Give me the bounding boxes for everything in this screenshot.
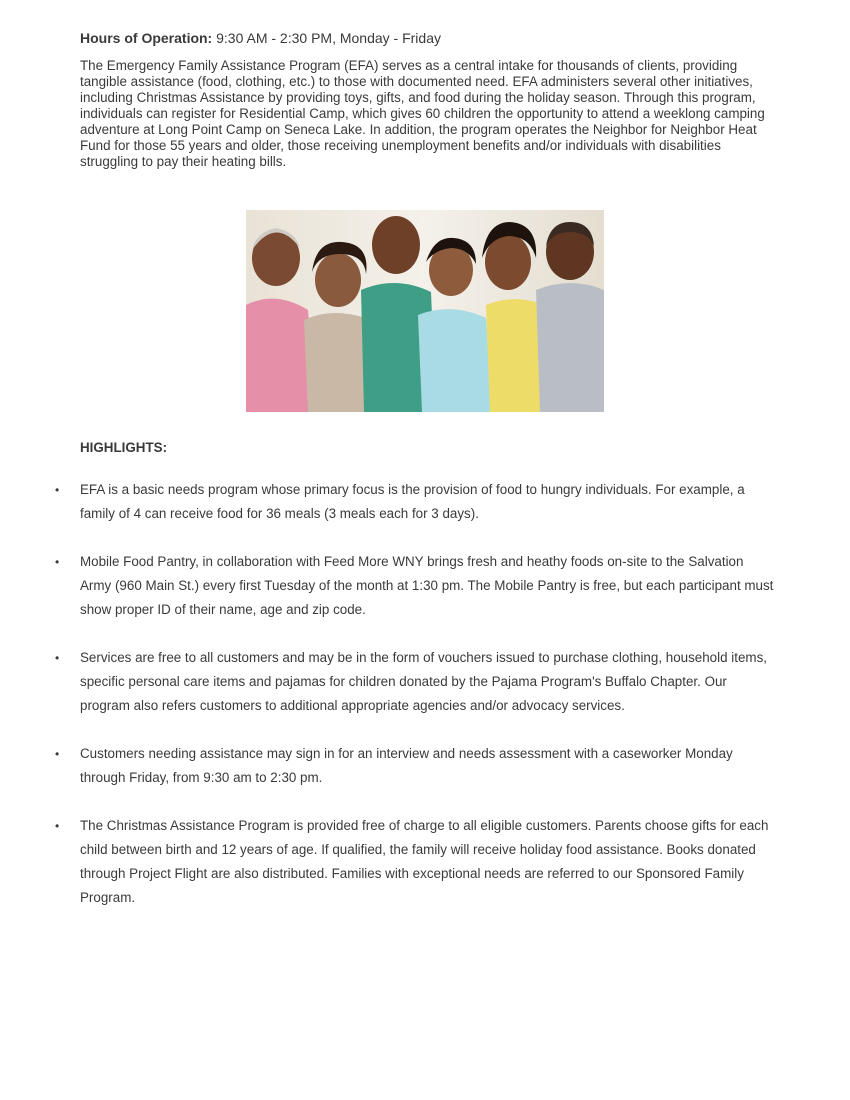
list-item-text: The Christmas Assistance Program is provided free of charge to all eligible customers. Parents choose gifts for each child between birth and 12 years of age. If qualified, the family will receive holiday food assistance. Books donated through Project Flight are also distributed. Families with exceptional needs are referred to our Sponsored Family Program. [80,818,769,905]
hours-of-operation [80,30,770,46]
list-item-text: Customers needing assistance may sign in for an interview and needs assessment with a caseworker Monday through Friday, from 9:30 am to 2:30 pm. [80,746,733,785]
list-item-text: EFA is a basic needs program whose primary focus is the provision of food to hungry individuals. For example, a family of 4 can receive food for 36 meals (3 meals each for 3 days). [80,482,745,521]
bullet-icon: • [55,483,60,497]
list-item [55,814,775,910]
bullet-icon: • [55,747,60,761]
bullet-icon: • [55,555,60,569]
hours-label: Hours of Operation: [80,30,213,46]
bullet-icon: • [55,819,60,833]
list-item [55,478,775,526]
list-item [55,646,775,718]
family-photo [246,210,604,412]
list-item-text: Mobile Food Pantry, in collaboration with Feed More WNY brings fresh and heathy foods on-site to the Salvation Army (960 Main St.) every first Tuesday of the month at 1:30 pm. The Mobile Pantry is free, but each participant must show proper ID of their name, age and zip code. [80,554,774,617]
bullet-icon: • [55,651,60,665]
list-item [55,742,775,790]
document-page [80,30,770,170]
highlights-heading: HIGHLIGHTS: [80,440,168,455]
hours-value: 9:30 AM - 2:30 PM, Monday - Friday [212,30,441,46]
list-item [55,550,775,622]
highlights-list [55,478,775,934]
intro-paragraph: The Emergency Family Assistance Program (EFA) serves as a central intake for thousands of clients, providing tangible assistance (food, clothing, etc.) to those with documented need. EFA administers several other initiatives, including Christmas Assistance by providing toys, gifts, and food during the holiday season. Through this program, individuals can register for Residential Camp, which gives 60 children the opportunity to attend a weeklong camping adventure at Long Point Camp on Seneca Lake. In addition, the program operates the Neighbor for Neighbor Heat Fund for those 55 years and older, those receiving unemployment benefits and/or individuals with disabilities struggling to pay their heating bills. [80,58,765,169]
list-item-text: Services are free to all customers and may be in the form of vouchers issued to purchase clothing, household items, specific personal care items and pajamas for children donated by the Pajama Program's Buffalo Chapter. Our program also refers customers to additional appropriate agencies and/or advocacy services. [80,650,767,713]
